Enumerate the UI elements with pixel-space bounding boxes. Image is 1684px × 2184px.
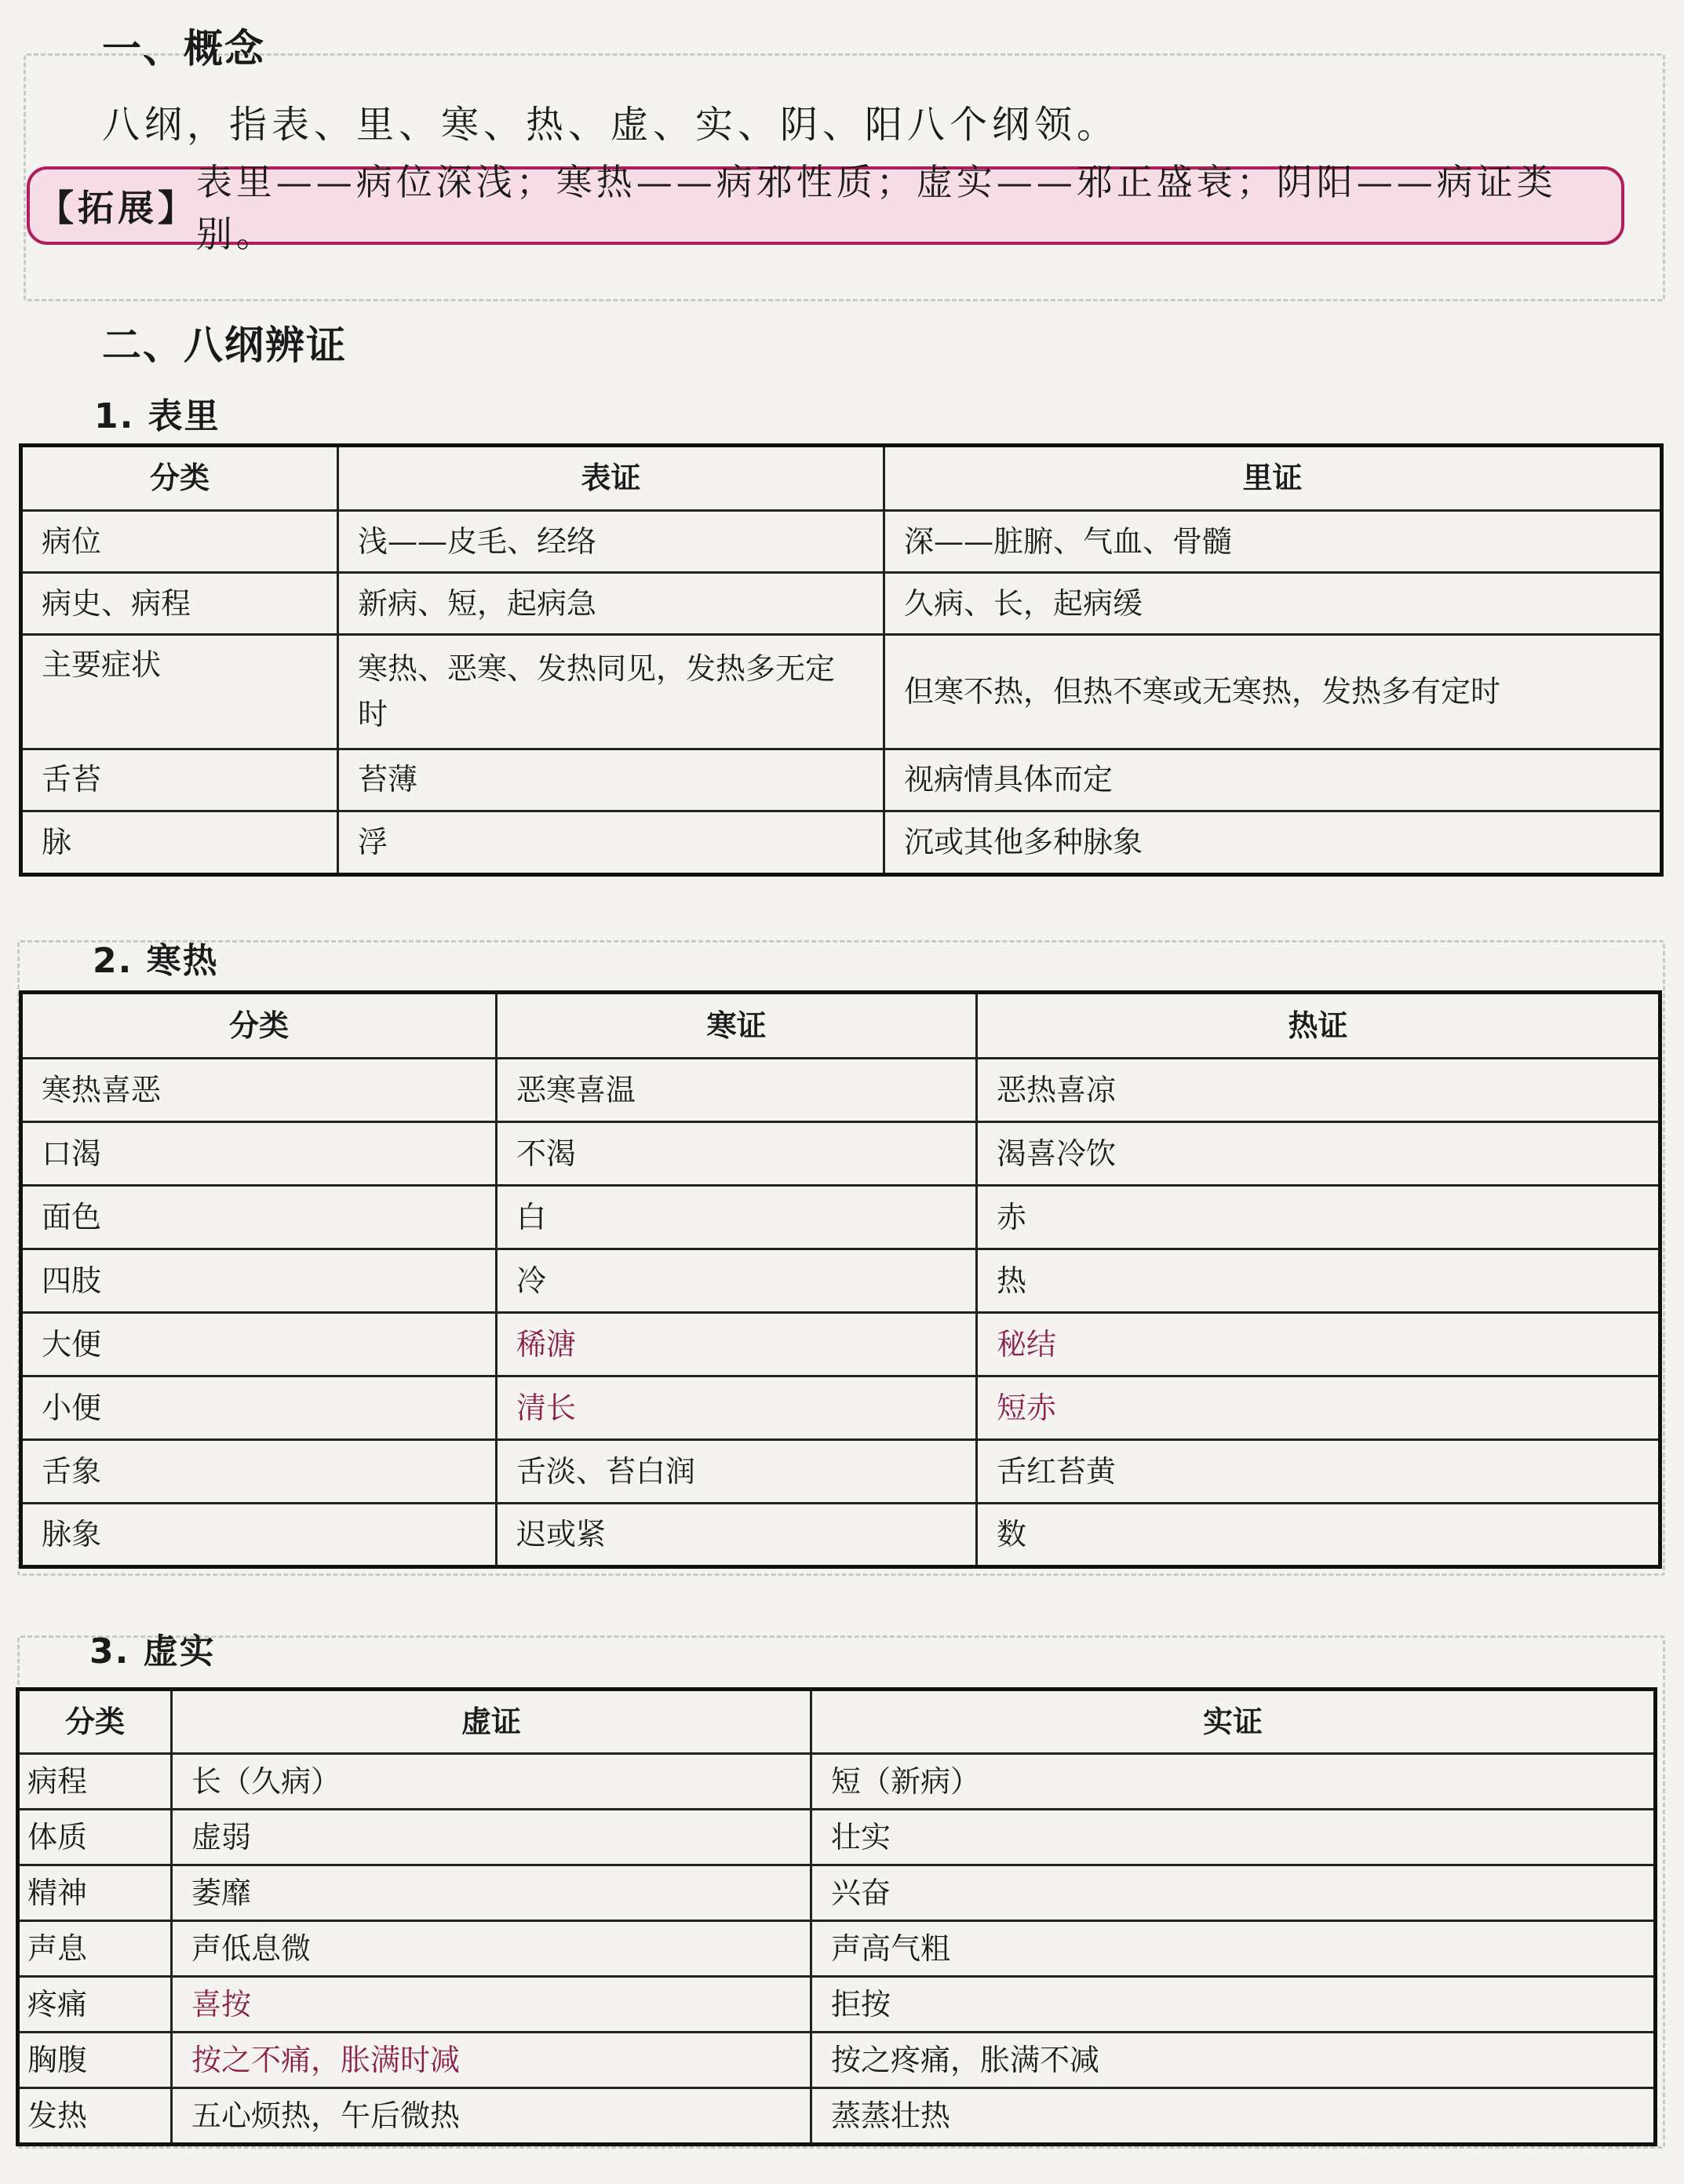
row-label: 口渴	[21, 1122, 497, 1186]
row-label: 声息	[18, 1921, 172, 1977]
header-cell: 分类	[21, 446, 338, 511]
cell: 喜按	[172, 1977, 811, 2033]
table-row	[21, 1376, 1660, 1440]
cell: 新病、短，起病急	[338, 573, 884, 635]
section1-heading: 一、概念	[102, 26, 265, 71]
cell: 萎靡	[172, 1865, 811, 1921]
cell: 短（新病）	[811, 1754, 1656, 1810]
header-cell: 表证	[338, 446, 884, 511]
cell: 兴奋	[811, 1865, 1656, 1921]
header-cell: 分类	[21, 993, 497, 1059]
row-label: 疼痛	[18, 1977, 172, 2033]
row-label: 脉	[21, 811, 338, 874]
table-row	[21, 1440, 1660, 1504]
extension-text: 表里——病位深浅；寒热——病邪性质；虚实——邪正盛衰；阴阳——病证类别。	[195, 161, 1557, 255]
cell: 长（久病）	[172, 1754, 811, 1810]
cell: 热	[977, 1249, 1660, 1313]
cell: 按之不痛，胀满时减	[172, 2033, 811, 2088]
row-label: 胸腹	[18, 2033, 172, 2088]
table-row	[18, 1977, 1656, 2033]
row-label: 病位	[21, 511, 338, 573]
table-row	[21, 635, 1662, 749]
header-cell: 热证	[977, 993, 1660, 1059]
cell: 壮实	[811, 1810, 1656, 1865]
cell: 拒按	[811, 1977, 1656, 2033]
cell: 秘结	[977, 1313, 1660, 1376]
cell: 迟或紧	[497, 1504, 977, 1567]
table-row	[21, 1186, 1660, 1249]
table-row	[21, 573, 1662, 635]
cell: 清长	[497, 1376, 977, 1440]
section2-heading: 二、八纲辨证	[102, 323, 347, 368]
concept-definition: 八纲，指表、里、寒、热、虚、实、阴、阳八个纲领。	[102, 103, 1120, 147]
cell: 深——脏腑、气血、骨髓	[884, 511, 1662, 573]
table3-title: 3. 虚实	[89, 1632, 216, 1672]
cell: 久病、长，起病缓	[884, 573, 1662, 635]
cell: 稀溏	[497, 1313, 977, 1376]
cell: 苔薄	[338, 749, 884, 811]
header-cell: 里证	[884, 446, 1662, 511]
table-row	[21, 1059, 1660, 1122]
cell: 不渴	[497, 1122, 977, 1186]
row-label: 病程	[18, 1754, 172, 1810]
table-row	[21, 749, 1662, 811]
table-xushi	[16, 1687, 1657, 2146]
table-row	[18, 1810, 1656, 1865]
cell: 舌红苔黄	[977, 1440, 1660, 1504]
cell: 舌淡、苔白润	[497, 1440, 977, 1504]
table-row	[21, 1249, 1660, 1313]
cell: 恶寒喜温	[497, 1059, 977, 1122]
cell: 虚弱	[172, 1810, 811, 1865]
row-label: 脉象	[21, 1504, 497, 1567]
row-label: 寒热喜恶	[21, 1059, 497, 1122]
row-label: 面色	[21, 1186, 497, 1249]
header-cell: 分类	[18, 1690, 172, 1754]
row-label: 大便	[21, 1313, 497, 1376]
table-hanre	[19, 990, 1662, 1569]
table-row	[21, 511, 1662, 573]
row-label: 舌苔	[21, 749, 338, 811]
cell: 白	[497, 1186, 977, 1249]
table-row	[18, 1921, 1656, 1977]
cell: 冷	[497, 1249, 977, 1313]
cell: 短赤	[977, 1376, 1660, 1440]
cell: 寒热、恶寒、发热同见，发热多无定时	[338, 635, 884, 749]
row-label: 四肢	[21, 1249, 497, 1313]
cell: 五心烦热，午后微热	[172, 2088, 811, 2145]
cell: 视病情具体而定	[884, 749, 1662, 811]
table-row	[18, 1754, 1656, 1810]
cell: 恶热喜凉	[977, 1059, 1660, 1122]
row-label: 发热	[18, 2088, 172, 2145]
cell: 但寒不热，但热不寒或无寒热，发热多有定时	[884, 635, 1662, 749]
cell: 浮	[338, 811, 884, 874]
table2-title: 2. 寒热	[93, 941, 219, 981]
cell: 赤	[977, 1186, 1660, 1249]
row-label: 小便	[21, 1376, 497, 1440]
cell: 沉或其他多种脉象	[884, 811, 1662, 874]
cell: 蒸蒸壮热	[811, 2088, 1656, 2145]
extension-label: 【拓展】	[38, 187, 198, 229]
row-label: 舌象	[21, 1440, 497, 1504]
table-biaoli	[19, 443, 1664, 877]
table-row	[21, 1122, 1660, 1186]
row-label: 体质	[18, 1810, 172, 1865]
table-row	[18, 2088, 1656, 2145]
cell: 声低息微	[172, 1921, 811, 1977]
table-row	[18, 1865, 1656, 1921]
cell: 渴喜冷饮	[977, 1122, 1660, 1186]
row-label: 主要症状	[21, 635, 338, 749]
cell: 浅——皮毛、经络	[338, 511, 884, 573]
table-row	[21, 1504, 1660, 1567]
table1-title: 1. 表里	[94, 396, 221, 436]
row-label: 病史、病程	[21, 573, 338, 635]
cell: 数	[977, 1504, 1660, 1567]
header-cell: 实证	[811, 1690, 1656, 1754]
table-row	[18, 2033, 1656, 2088]
cell: 按之疼痛，胀满不减	[811, 2033, 1656, 2088]
table-row	[21, 1313, 1660, 1376]
table-row	[21, 811, 1662, 874]
header-cell: 虚证	[172, 1690, 811, 1754]
extension-box	[27, 161, 1624, 255]
cell: 声高气粗	[811, 1921, 1656, 1977]
header-cell: 寒证	[497, 993, 977, 1059]
row-label: 精神	[18, 1865, 172, 1921]
